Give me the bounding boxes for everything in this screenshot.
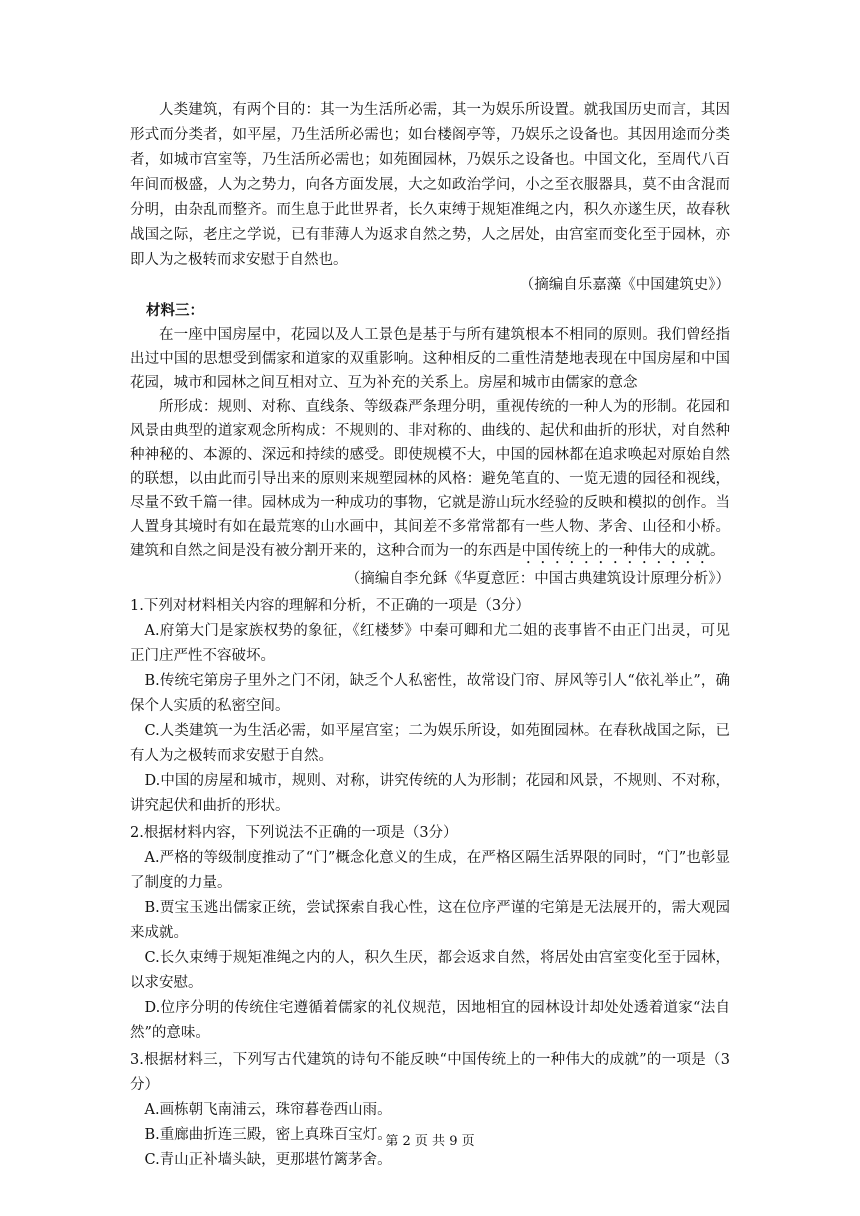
- question-3-option-a: A.画栋朝飞南浦云，珠帘暮卷西山雨。: [144, 1102, 392, 1118]
- question-2-option-c: C.长久束缚于规矩准绳之内的人，积久生厌，都会返求自然，将居处由宫室变化至于园林，以求安慰。: [130, 950, 730, 991]
- question-3-stem: 3.根据材料三，下列写古代建筑的诗句不能反映“中国传统上的一种伟大的成就”的一项是（3分）: [130, 1052, 730, 1093]
- question-2-stem: 2.根据材料内容，下列说法不正确的一项是（3分）: [130, 825, 458, 841]
- question-1-stem: 1.下列对材料相关内容的理解和分析，不正确的一项是（3分）: [130, 598, 531, 614]
- page-content: [130, 98, 730, 1173]
- question-2: [130, 821, 730, 1046]
- question-1: [130, 594, 730, 819]
- material3-paragraph-2: [130, 395, 730, 567]
- question-3: [130, 1048, 730, 1173]
- material3-paragraph-1: 在一座中国房屋中，花园以及人工景色是基于与所有建筑根本不相同的原则。我们曾经指出过中国的思想受到儒家和道家的双重影响。这种相反的二重性清楚地表现在中国房屋和中国花园，城市和园林之间互相对立、互为补充的关系上。房屋和城市由儒家的意念: [130, 327, 730, 391]
- question-2-option-b: B.贾宝玉逃出儒家正统，尝试探索自我心性，这在位序严谨的宅第是无法展开的，需大观园来成就。: [130, 900, 730, 941]
- question-1-option-c: C.人类建筑一为生活必需，如平屋宫室；二为娱乐所设，如苑囿园林。在春秋战国之际，已有人为之极转而求安慰于自然。: [130, 723, 730, 764]
- question-1-option-b: B.传统宅第房子里外之门不闭，缺乏个人私密性，故常设门帘、屏风等引人“依礼举止”，确保个人实质的私密空间。: [130, 673, 730, 714]
- material3-source: （摘编自李允鉌《华夏意匠：中国古典建筑设计原理分析》）: [345, 571, 730, 587]
- material2-paragraph: 人类建筑，有两个目的：其一为生活所必需，其一为娱乐所设置。就我国历史而言，其因形式而分类者，如平屋，乃生活所必需也；如台楼阁亭等，乃娱乐之设备也。其因用途而分类者，如城市宫室等，乃生活所必需也；如苑囿园林，乃娱乐之设备也。中国文化，至周代八百年间而极盛，人为之势力，向各方面发展，大之如政治学问，小之至衣服器具，莫不由含混而分明，由杂乱而整齐。而生息于此世界者，长久束缚于规矩准绳之内，积久亦遂生厌，故春秋战国之际，老庄之学说，已有菲薄人为返求自然之势，人之居处，由宫室而变化至于园林，亦即人为之极转而求安慰于自然也。: [130, 102, 730, 268]
- material3-paragraph-2-end: 。: [710, 543, 725, 559]
- question-1-option-d: D.中国的房屋和城市，规则、对称，讲究传统的人为形制；花园和风景，不规则、不对称，讲究起伏和曲折的形状。: [130, 773, 730, 814]
- emphasized-phrase: 中国传统上的一种伟大的成就: [521, 543, 710, 559]
- question-1-option-a: A.府第大门是家族权势的象征，《红楼梦》中秦可卿和尤二姐的丧事皆不由正门出灵，可见正门庄严性不容破坏。: [130, 623, 730, 664]
- material3-heading: 材料三：: [146, 302, 204, 319]
- question-2-option-d: D.位序分明的传统住宅遵循着儒家的礼仪规范，因地相宜的园林设计却处处透着道家“法自然”的意味。: [130, 1000, 730, 1041]
- material3-paragraph-2-text: 所形成：规则、对称、直线条、等级森严条理分明，重视传统的一种人为的形制。花园和风景由典型的道家观念所构成：不规则的、非对称的、曲线的、起伏和曲折的形状，对自然种种神秘的、本源的、深远和持续的感受。即使规模不大，中国的园林都在追求唤起对原始自然的联想，以由此而引导出来的原则来规塑园林的风格：避免笔直的、一览无遗的园径和视线，尽量不致千篇一律。园林成为一种成功的事物，它就是游山玩水经验的反映和模拟的创作。当人置身其境时有如在最荒寒的山水画中，其间差不多常常都有一些人物、茅舍、山径和小桥。建筑和自然之间是没有被分割开来的，这种合而为一的东西是: [130, 399, 730, 559]
- question-2-option-a: A.严格的等级制度推动了“门”概念化意义的生成，在严格区隔生活界限的同时，“门”也彰显了制度的力量。: [130, 850, 730, 891]
- question-3-option-b: B.重廊曲折连三殿，密上真珠百宝灯。: [144, 1127, 392, 1143]
- question-3-option-c: C.青山正补墙头缺，更那堪竹篱茅舍。: [144, 1152, 392, 1168]
- page-footer: 第 2 页 共 9 页: [385, 1134, 475, 1149]
- material2-source: （摘编自乐嘉藻《中国建筑史》）: [519, 277, 730, 293]
